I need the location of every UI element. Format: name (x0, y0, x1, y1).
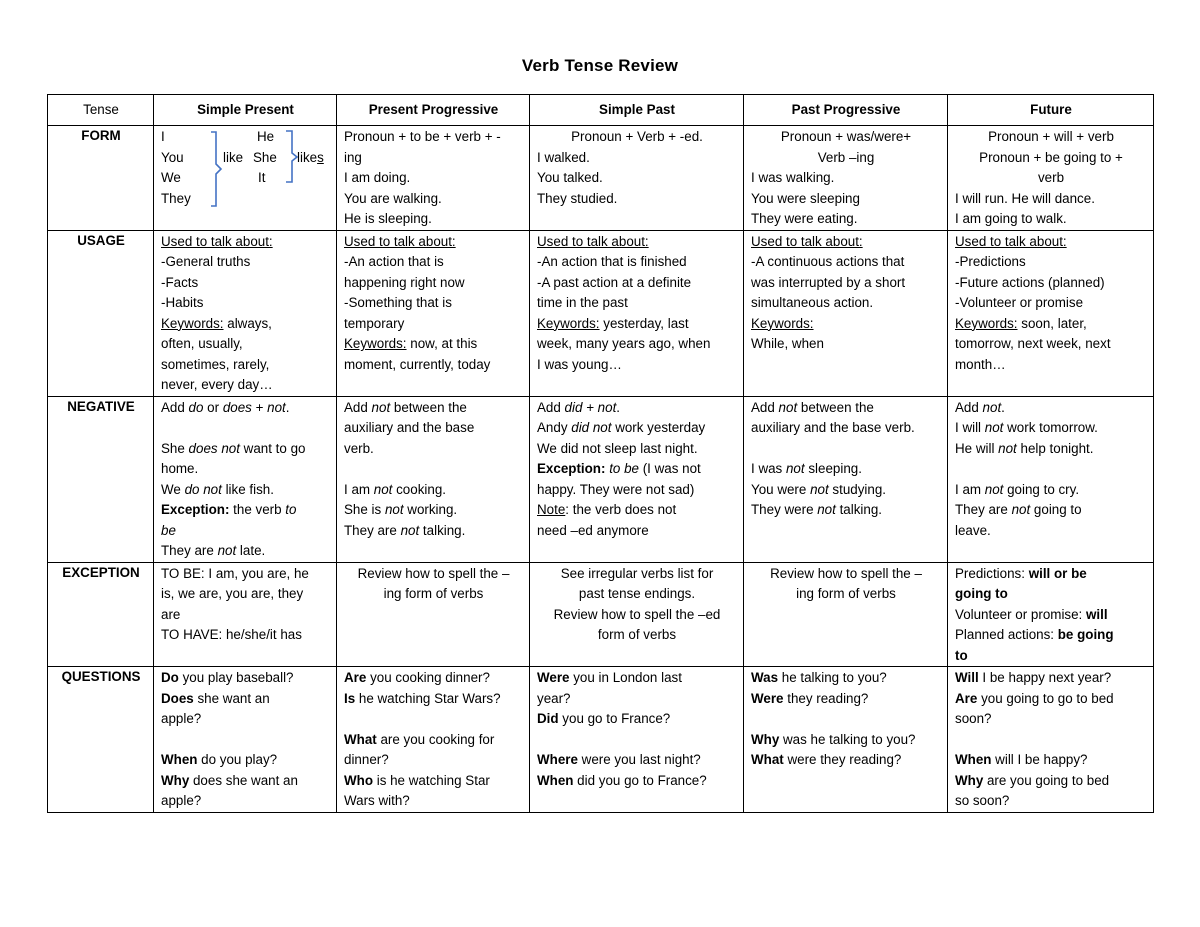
negative-example: I was not sleeping. (751, 461, 862, 476)
keywords-text: always, (227, 315, 272, 331)
question-line: dinner? (344, 752, 389, 767)
negative-rule: auxiliary and the base (344, 420, 475, 435)
negative-present-progressive (337, 396, 530, 562)
pronoun: They (161, 190, 191, 206)
verb-base: like (223, 149, 244, 165)
negative-exception: Exception: the verb to (161, 502, 297, 517)
keywords-label: Keywords: (537, 315, 600, 331)
question-line: apple? (161, 793, 202, 808)
questions-simple-past (530, 667, 744, 813)
exception-line: are (161, 606, 181, 622)
form-line: verb (1037, 170, 1065, 185)
question-line: Why was he talking to you? (751, 731, 916, 747)
usage-heading: Used to talk about: (161, 233, 273, 249)
keywords-text: week, many years ago, when (537, 336, 711, 351)
row-label-negative: NEGATIVE (48, 396, 154, 562)
verb-tense-table (47, 94, 1154, 813)
question-line: Are you going to go to bed (955, 690, 1114, 706)
negative-exception: Exception: to be (I was not (537, 461, 701, 476)
form-present-progressive (337, 126, 530, 231)
pronoun: I (161, 129, 165, 144)
negative-example: I am not going to cry. (955, 481, 1080, 497)
question-line: Why are you going to bed (955, 772, 1110, 788)
questions-past-progressive (744, 667, 948, 813)
row-label-usage: USAGE (48, 230, 154, 396)
exception-past-progressive (744, 562, 948, 667)
question-line: Are you cooking dinner? (344, 670, 490, 685)
header-tense: Tense (48, 95, 154, 126)
negative-rule: Add not. (955, 399, 1005, 415)
exception-line: ing form of verbs (796, 586, 896, 601)
row-label-questions: QUESTIONS (48, 667, 154, 813)
negative-example: We do not like fish. (161, 481, 274, 497)
usage-item: -Something that is (344, 295, 452, 310)
question-line: When will I be happy? (955, 752, 1088, 767)
keywords-text: While, when (751, 336, 824, 351)
usage-item: -Facts (161, 274, 199, 290)
negative-example: They were not talking. (751, 502, 883, 517)
form-future (948, 126, 1154, 231)
pronoun: We (161, 170, 181, 185)
left-bracket-icon (209, 131, 223, 209)
keywords-label: Keywords: (955, 315, 1018, 331)
question-line: Were they reading? (751, 690, 869, 706)
usage-item: -General truths (161, 254, 251, 269)
pronoun: She (253, 149, 277, 165)
keywords-text: now, at this (410, 336, 478, 351)
question-line: year? (537, 690, 571, 706)
usage-heading: Used to talk about: (955, 233, 1067, 249)
keywords-label: Keywords: (751, 315, 814, 331)
usage-item: time in the past (537, 295, 628, 310)
row-label-form: FORM (48, 126, 154, 231)
question-line: Why does she want an (161, 772, 298, 788)
form-line: I was walking. (751, 170, 835, 185)
negative-rule: auxiliary and the base verb. (751, 420, 915, 435)
exception-simple-present (154, 562, 337, 667)
negative-example: Andy did not work yesterday (537, 420, 706, 435)
usage-simple-present (154, 230, 337, 396)
row-label-exception: EXCEPTION (48, 562, 154, 667)
keywords-text: never, every day… (161, 377, 273, 392)
negative-example: They are not going to (955, 502, 1082, 517)
header-simple-past: Simple Past (530, 95, 744, 126)
usage-heading: Used to talk about: (537, 233, 649, 249)
usage-item: was interrupted by a short (751, 274, 906, 290)
question-line: Do you play baseball? (161, 670, 294, 685)
question-line: What were they reading? (751, 752, 902, 767)
question-line: When did you go to France? (537, 772, 707, 788)
negative-example: They are not talking. (344, 522, 466, 538)
exception-line: form of verbs (597, 627, 677, 642)
exception-present-progressive (337, 562, 530, 667)
negative-future (948, 396, 1154, 562)
negative-example: She does not want to go (161, 440, 306, 456)
row-form (48, 126, 1154, 231)
form-line: You were sleeping (751, 190, 860, 206)
question-line: Does she want an (161, 690, 270, 706)
pronoun: He (257, 129, 275, 144)
question-line: What are you cooking for (344, 731, 495, 747)
negative-rule: Add do or does + not. (161, 399, 290, 415)
negative-example: He will not help tonight. (955, 440, 1094, 456)
questions-future (948, 667, 1154, 813)
keywords-text: I was young… (537, 356, 622, 372)
exception-line: Predictions: will or be (955, 565, 1087, 581)
form-line: I am going to walk. (955, 211, 1067, 226)
question-line: Wars with? (344, 793, 410, 808)
page-title: Verb Tense Review (521, 56, 679, 75)
exception-line: Volunteer or promise: will (955, 606, 1108, 622)
form-line: They studied. (537, 190, 618, 206)
usage-future (948, 230, 1154, 396)
form-past-progressive (744, 126, 948, 231)
usage-item: -Future actions (planned) (955, 274, 1105, 290)
form-line: Pronoun + be going to + (979, 149, 1123, 165)
question-line: so soon? (955, 793, 1010, 808)
negative-past-progressive (744, 396, 948, 562)
negative-example: I will not work tomorrow. (955, 420, 1098, 435)
negative-exception: happy. They were not sad) (537, 481, 695, 497)
usage-heading: Used to talk about: (751, 233, 863, 249)
form-simple-present (154, 126, 337, 231)
usage-item: -A past action at a definite (537, 274, 692, 290)
question-line: Did you go to France? (537, 711, 671, 726)
exception-line: See irregular verbs list for (560, 565, 714, 581)
keywords-text: often, usually, (161, 336, 243, 351)
negative-rule: Add not between the (344, 399, 467, 415)
form-line: Pronoun + Verb + -ed. (571, 129, 703, 144)
usage-present-progressive (337, 230, 530, 396)
usage-simple-past (530, 230, 744, 396)
keywords-text: month… (955, 356, 1006, 372)
questions-simple-present (154, 667, 337, 813)
form-line: Pronoun + will + verb (988, 129, 1114, 144)
row-negative (48, 396, 1154, 562)
negative-example: We did not sleep last night. (537, 440, 698, 456)
row-exception (48, 562, 1154, 667)
exception-line: to (955, 647, 968, 663)
pronoun-grid (161, 127, 330, 211)
exception-line: Review how to spell the – (770, 565, 922, 581)
form-line: ing (344, 149, 362, 165)
keywords-text: tomorrow, next week, next (955, 336, 1111, 351)
usage-item: -A continuous actions that (751, 254, 905, 269)
negative-example: She is not working. (344, 502, 458, 517)
form-line: Verb –ing (817, 149, 875, 165)
verb-suffix: s (317, 149, 324, 165)
header-future: Future (948, 95, 1154, 126)
question-line: Were you in London last (537, 670, 682, 685)
row-questions (48, 667, 1154, 813)
header-past-progressive: Past Progressive (744, 95, 948, 126)
negative-example: leave. (955, 522, 991, 538)
negative-note: Note: the verb does not (537, 502, 677, 517)
usage-item: temporary (344, 315, 405, 331)
questions-present-progressive (337, 667, 530, 813)
form-line: He is sleeping. (344, 211, 432, 226)
exception-line: Planned actions: be going (955, 627, 1114, 642)
keywords-text: soon, later, (1021, 315, 1087, 331)
negative-example: You were not studying. (751, 481, 887, 497)
negative-note: need –ed anymore (537, 522, 649, 538)
form-line: I will run. He will dance. (955, 190, 1095, 206)
pronoun: You (161, 149, 184, 165)
form-line: I walked. (537, 149, 590, 165)
keywords-text: moment, currently, today (344, 356, 491, 372)
question-line: Is he watching Star Wars? (344, 690, 501, 706)
usage-item: -Habits (161, 295, 204, 310)
question-line: When do you play? (161, 752, 278, 767)
negative-rule: verb. (344, 440, 374, 456)
exception-line: past tense endings. (578, 586, 696, 601)
form-line: You are walking. (344, 190, 442, 206)
usage-item: simultaneous action. (751, 295, 874, 310)
negative-rule: Add not between the (751, 399, 874, 415)
negative-example: I am not cooking. (344, 481, 446, 497)
keywords-text: sometimes, rarely, (161, 356, 270, 372)
negative-example: They are not late. (161, 543, 266, 558)
form-line: They were eating. (751, 211, 858, 226)
exception-simple-past (530, 562, 744, 667)
header-present-progressive: Present Progressive (337, 95, 530, 126)
negative-rule: Add did + not. (537, 399, 621, 415)
question-line: Where were you last night? (537, 752, 701, 767)
question-line: Who is he watching Star (344, 772, 490, 788)
exception-line: going to (955, 586, 1008, 601)
negative-simple-present (154, 396, 337, 562)
form-simple-past (530, 126, 744, 231)
question-line: apple? (161, 711, 202, 726)
usage-item: -An action that is (344, 254, 444, 269)
keywords-text: yesterday, last (603, 315, 689, 331)
pronoun: It (258, 170, 266, 185)
usage-item: -Predictions (955, 254, 1026, 269)
form-line: Pronoun + was/were+ (780, 129, 912, 144)
exception-line: ing form of verbs (383, 586, 484, 601)
exception-line: Review how to spell the – (357, 565, 510, 581)
exception-future (948, 562, 1154, 667)
usage-heading: Used to talk about: (344, 233, 456, 249)
question-line: Was he talking to you? (751, 670, 887, 685)
usage-item: happening right now (344, 274, 465, 290)
row-usage (48, 230, 1154, 396)
negative-exception: be (161, 522, 176, 538)
exception-line: TO HAVE: he/she/it has (161, 627, 302, 642)
exception-line: Review how to spell the –ed (553, 606, 721, 622)
exception-line: TO BE: I am, you are, he (161, 565, 309, 581)
keywords-label: Keywords: (161, 315, 224, 331)
usage-past-progressive (744, 230, 948, 396)
usage-item: -Volunteer or promise (955, 295, 1084, 310)
keywords-label: Keywords: (344, 336, 407, 351)
verb-with-s (297, 148, 324, 169)
exception-line: is, we are, you are, they (161, 586, 304, 601)
header-simple-present: Simple Present (154, 95, 337, 126)
form-line: I am doing. (344, 170, 411, 185)
negative-simple-past (530, 396, 744, 562)
verb-stem: like (297, 149, 318, 165)
usage-item: -An action that is finished (537, 254, 687, 269)
question-line: soon? (955, 711, 992, 726)
form-line: Pronoun + to be + verb + - (344, 129, 501, 144)
form-line: You talked. (537, 170, 603, 185)
negative-example: home. (161, 461, 199, 476)
header-row (48, 95, 1154, 126)
question-line: Will I be happy next year? (955, 670, 1112, 685)
